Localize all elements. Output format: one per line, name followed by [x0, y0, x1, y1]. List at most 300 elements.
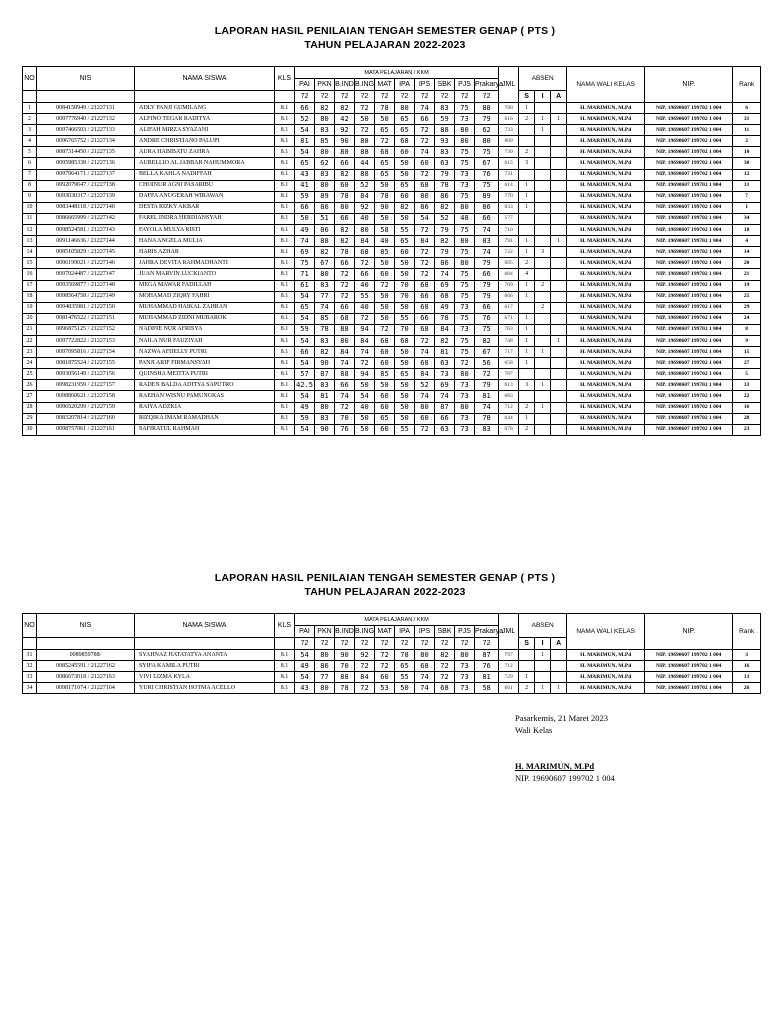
row-score: 72 [355, 258, 375, 269]
row-score: 81 [475, 391, 499, 402]
table-row [23, 225, 761, 236]
row-nama: MOHAMAD ZIQRY FAHRI [135, 291, 275, 302]
row-jml: 615 [499, 158, 519, 169]
row-score: 55 [355, 291, 375, 302]
row-rank: 4 [733, 236, 761, 247]
row-score: 76 [475, 169, 499, 180]
row-absen-i [535, 391, 551, 402]
row-score: 80 [315, 402, 335, 413]
row-nama: ALIFAH MIRZA SYAZANI [135, 125, 275, 136]
row-wali: H. MARIMUN, M.Pd [567, 103, 645, 114]
row-no: 10 [23, 202, 37, 213]
row-absen-s: 1 [519, 180, 535, 191]
row-score: 78 [335, 191, 355, 202]
row-score: 50 [395, 258, 415, 269]
row-score: 89 [315, 191, 335, 202]
row-score: 75 [455, 103, 475, 114]
row-score: 87 [315, 369, 335, 380]
row-score: 84 [355, 672, 375, 683]
absen-subheader: S [519, 638, 535, 650]
col-nama-header: NAMA SISWA [135, 614, 275, 638]
row-absen-s [519, 391, 535, 402]
row-score: 60 [395, 247, 415, 258]
row-score: 80 [335, 147, 355, 158]
table-row [23, 358, 761, 369]
row-nama: HARIS AZHAR [135, 247, 275, 258]
row-absen-a [551, 358, 567, 369]
row-absen-i [535, 213, 551, 224]
row-wali: H. MARIMUN, M.Pd [567, 136, 645, 147]
row-absen-a: 1 [551, 236, 567, 247]
row-score: 74 [415, 672, 435, 683]
row-score: 74 [415, 683, 435, 694]
row-kls: 8.1 [275, 358, 295, 369]
row-jml: 577 [499, 213, 519, 224]
row-score: 48 [455, 213, 475, 224]
kkm-value: 72 [395, 638, 415, 650]
row-jml: 809 [499, 136, 519, 147]
row-absen-s: 1 [519, 413, 535, 424]
signer-name: H. MARIMUN, M.Pd [515, 761, 595, 771]
place-date: Pasarkemis, 21 Maret 2023 [515, 713, 609, 723]
row-kls: 8.1 [275, 202, 295, 213]
row-nama: PANJI ARIF FIRMANSYAH [135, 358, 275, 369]
row-jml: 787 [499, 369, 519, 380]
row-score: 88 [335, 672, 355, 683]
row-score: 60 [375, 269, 395, 280]
row-score: 66 [475, 269, 499, 280]
row-no: 20 [23, 313, 37, 324]
row-score: 72 [415, 424, 435, 435]
blank-header [37, 91, 135, 103]
row-score: 78 [315, 324, 335, 335]
row-nip: NIP. 19690607 199702 1 004 [645, 347, 733, 358]
row-nip: NIP. 19690607 199702 1 004 [645, 158, 733, 169]
row-wali: H. MARIMUN, M.Pd [567, 380, 645, 391]
row-score: 72 [475, 369, 499, 380]
row-absen-a [551, 125, 567, 136]
table-row [23, 213, 761, 224]
table-row [23, 202, 761, 213]
row-absen-a [551, 158, 567, 169]
row-absen-s: 2 [519, 258, 535, 269]
row-nip: NIP. 19690607 199702 1 004 [645, 413, 733, 424]
blank-header [23, 91, 37, 103]
row-kls: 8.1 [275, 125, 295, 136]
row-score: 80 [335, 202, 355, 213]
row-jml: 661 [499, 683, 519, 694]
blank-header [23, 638, 37, 650]
row-absen-i [535, 258, 551, 269]
row-score: 83 [475, 424, 499, 435]
row-kls: 8.1 [275, 672, 295, 683]
row-score: 73 [435, 369, 455, 380]
row-score: 72 [355, 661, 375, 672]
row-wali: H. MARIMUN, M.Pd [567, 661, 645, 672]
row-nis: 0086673018 / 21227163 [37, 672, 135, 683]
row-absen-a [551, 380, 567, 391]
row-score: 68 [375, 147, 395, 158]
row-score: 76 [475, 313, 499, 324]
row-wali: H. MARIMUN, M.Pd [567, 169, 645, 180]
row-rank: 11 [733, 125, 761, 136]
row-nis: 0094835981 / 21227150 [37, 302, 135, 313]
row-score: 79 [475, 280, 499, 291]
row-no: 14 [23, 247, 37, 258]
absen-group-header: ABSEN [519, 614, 567, 638]
row-nama: ALFINO TEGAR RADITYA [135, 114, 275, 125]
kkm-value: 72 [475, 638, 499, 650]
row-score: 72 [435, 672, 455, 683]
row-score: 72 [415, 335, 435, 346]
row-score: 60 [395, 191, 415, 202]
row-score: 74 [335, 358, 355, 369]
row-nip: NIP. 19690607 199702 1 004 [645, 258, 733, 269]
row-absen-i [535, 358, 551, 369]
row-score: 82 [335, 225, 355, 236]
row-score: 60 [375, 402, 395, 413]
row-rank: 18 [733, 225, 761, 236]
row-score: 67 [475, 158, 499, 169]
row-no: 24 [23, 358, 37, 369]
row-wali: H. MARIMUN, M.Pd [567, 213, 645, 224]
row-score: 70 [395, 280, 415, 291]
row-score: 78 [375, 191, 395, 202]
row-score: 84 [335, 347, 355, 358]
row-absen-i [535, 180, 551, 191]
row-jml: 748 [499, 335, 519, 346]
row-jml: 695 [499, 258, 519, 269]
kkm-value: 72 [315, 638, 335, 650]
row-jml: 731 [499, 169, 519, 180]
row-jml: 709 [499, 280, 519, 291]
row-score: 50 [395, 391, 415, 402]
row-score: 50 [395, 158, 415, 169]
row-nip: NIP. 19690607 199702 1 004 [645, 225, 733, 236]
row-score: 73 [455, 661, 475, 672]
row-no: 21 [23, 324, 37, 335]
row-score: 60 [375, 347, 395, 358]
row-absen-s [519, 661, 535, 672]
row-absen-i [535, 413, 551, 424]
row-nip: NIP. 19690607 199702 1 004 [645, 114, 733, 125]
row-nama: RAEHAN WISNU PAMUNGKAS [135, 391, 275, 402]
row-wali: H. MARIMUN, M.Pd [567, 347, 645, 358]
row-score: 73 [455, 324, 475, 335]
row-jml: 710 [499, 225, 519, 236]
row-wali: H. MARIMUN, M.Pd [567, 247, 645, 258]
row-score: 66 [475, 213, 499, 224]
row-score: 75 [455, 335, 475, 346]
row-kls: 8.1 [275, 213, 295, 224]
row-score: 49 [435, 302, 455, 313]
row-no: 11 [23, 213, 37, 224]
row-score: 70 [395, 291, 415, 302]
row-score: 49 [295, 661, 315, 672]
absen-group-header: ABSEN [519, 67, 567, 91]
row-nama: AURA HABIBATU ZAHRA [135, 147, 275, 158]
table-row [23, 280, 761, 291]
row-wali: H. MARIMUN, M.Pd [567, 324, 645, 335]
row-score: 80 [315, 114, 335, 125]
row-score: 88 [435, 125, 455, 136]
row-score: 74 [475, 247, 499, 258]
row-score: 65 [395, 180, 415, 191]
row-absen-i: 3 [535, 247, 551, 258]
row-score: 66 [295, 202, 315, 213]
row-nis: 0093056149 / 21227156 [37, 369, 135, 380]
row-nama: SAFIRATUL RAHMAH [135, 424, 275, 435]
row-score: 50 [355, 413, 375, 424]
row-score: 61 [295, 280, 315, 291]
row-absen-a [551, 369, 567, 380]
row-absen-a [551, 202, 567, 213]
row-score: 81 [295, 136, 315, 147]
row-score: 79 [435, 225, 455, 236]
row-score: 55 [395, 225, 415, 236]
row-score: 86 [475, 202, 499, 213]
row-nis: 0098564758 / 21227149 [37, 291, 135, 302]
row-score: 50 [375, 291, 395, 302]
row-score: 81 [435, 347, 455, 358]
row-score: 73 [455, 169, 475, 180]
kkm-value: 72 [335, 91, 355, 103]
row-nip: NIP. 19690607 199702 1 004 [645, 424, 733, 435]
row-kls: 8.1 [275, 280, 295, 291]
row-absen-a [551, 391, 567, 402]
row-score: 50 [375, 302, 395, 313]
row-kls: 8.1 [275, 191, 295, 202]
row-rank: 20 [733, 258, 761, 269]
row-score: 90 [335, 136, 355, 147]
row-no: 6 [23, 158, 37, 169]
row-score: 80 [455, 236, 475, 247]
row-score: 72 [415, 258, 435, 269]
col-nis-header: NIS [37, 67, 135, 91]
row-absen-i [535, 202, 551, 213]
row-score: 83 [475, 236, 499, 247]
row-nis: 0087314450 / 21227135 [37, 147, 135, 158]
row-score: 53 [375, 683, 395, 694]
row-absen-a [551, 225, 567, 236]
row-wali: H. MARIMUN, M.Pd [567, 413, 645, 424]
signature-block [515, 712, 615, 784]
row-wali: H. MARIMUN, M.Pd [567, 424, 645, 435]
row-score: 72 [375, 661, 395, 672]
header-row [23, 614, 761, 626]
row-score: 84 [355, 191, 375, 202]
row-score: 80 [415, 402, 435, 413]
table-row [23, 324, 761, 335]
report-title: LAPORAN HASIL PENILAIAN TENGAH SEMESTER GENAP ( PTS ) [214, 572, 556, 584]
row-score: 65 [295, 158, 315, 169]
row-score: 40 [355, 402, 375, 413]
row-score: 49 [295, 402, 315, 413]
row-kls: 8.1 [275, 650, 295, 661]
row-absen-i [535, 324, 551, 335]
row-absen-s: 1 [519, 291, 535, 302]
kkm-value: 72 [355, 91, 375, 103]
row-score: 88 [475, 103, 499, 114]
row-nama: SYIFA KAMILA PUTRI [135, 661, 275, 672]
row-absen-a [551, 213, 567, 224]
row-score: 83 [435, 147, 455, 158]
row-score: 59 [295, 324, 315, 335]
row-absen-s [519, 125, 535, 136]
row-kls: 8.1 [275, 225, 295, 236]
row-nip: NIP. 19690607 199702 1 004 [645, 169, 733, 180]
row-absen-a [551, 402, 567, 413]
row-score: 75 [455, 269, 475, 280]
row-nis: 0097466503 / 21227133 [37, 125, 135, 136]
row-score: 80 [455, 402, 475, 413]
row-nip: NIP. 19690607 199702 1 004 [645, 213, 733, 224]
table-row [23, 291, 761, 302]
row-absen-i [535, 147, 551, 158]
row-score: 50 [395, 269, 415, 280]
row-kls: 8.1 [275, 169, 295, 180]
row-score: 82 [315, 247, 335, 258]
row-absen-i [535, 291, 551, 302]
col-rank-header: Rank [733, 67, 761, 103]
table-header [23, 67, 761, 103]
row-score: 66 [295, 347, 315, 358]
row-score: 70 [335, 413, 355, 424]
row-wali: H. MARIMUN, M.Pd [567, 402, 645, 413]
row-nis: 0097024487 / 21227147 [37, 269, 135, 280]
row-rank: 26 [733, 683, 761, 694]
table-row [23, 335, 761, 346]
row-score: 83 [315, 280, 335, 291]
row-score: 68 [435, 683, 455, 694]
row-nis: 0085245591 / 21227162 [37, 661, 135, 672]
row-absen-i [535, 103, 551, 114]
row-jml: 616 [499, 114, 519, 125]
col-nis-header: NIS [37, 614, 135, 638]
row-score: 50 [375, 213, 395, 224]
row-score: 75 [455, 347, 475, 358]
row-absen-a [551, 413, 567, 424]
row-absen-i: 1 [535, 650, 551, 661]
row-rank: 12 [733, 169, 761, 180]
row-score: 80 [315, 683, 335, 694]
row-score: 83 [315, 413, 335, 424]
row-score: 50 [395, 358, 415, 369]
row-nis: 0096765752 / 21227134 [37, 136, 135, 147]
row-jml: 613 [499, 380, 519, 391]
row-wali: H. MARIMUN, M.Pd [567, 191, 645, 202]
row-score: 86 [415, 202, 435, 213]
table-row [23, 103, 761, 114]
col-nip-header: NIP. [645, 67, 733, 103]
row-kls: 8.1 [275, 369, 295, 380]
kkm-value: 72 [355, 638, 375, 650]
row-rank: 16 [733, 402, 761, 413]
row-score: 68 [415, 302, 435, 313]
table-row [23, 147, 761, 158]
row-rank: 15 [733, 347, 761, 358]
table-row [23, 258, 761, 269]
row-kls: 8.1 [275, 158, 295, 169]
row-absen-i [535, 661, 551, 672]
row-rank: 30 [733, 158, 761, 169]
table-row [23, 302, 761, 313]
row-score: 93 [435, 136, 455, 147]
row-score: 52 [435, 213, 455, 224]
row-score: 54 [355, 391, 375, 402]
report-title: LAPORAN HASIL PENILAIAN TENGAH SEMESTER GENAP ( PTS ) [214, 25, 556, 37]
row-score: 51 [315, 213, 335, 224]
row-no: 27 [23, 391, 37, 402]
row-score: 74 [335, 391, 355, 402]
row-wali: H. MARIMUN, M.Pd [567, 313, 645, 324]
row-rank: 22 [733, 391, 761, 402]
row-absen-s: 2 [519, 683, 535, 694]
kkm-value: 72 [335, 638, 355, 650]
row-wali: H. MARIMUN, M.Pd [567, 302, 645, 313]
row-score: 74 [435, 269, 455, 280]
row-score: 50 [395, 213, 415, 224]
subject-header: MAT [375, 626, 395, 638]
row-absen-i [535, 335, 551, 346]
row-score: 84 [415, 236, 435, 247]
row-absen-s: 1 [519, 347, 535, 358]
row-score: 50 [375, 313, 395, 324]
table-row [23, 136, 761, 147]
row-absen-i [535, 313, 551, 324]
row-nip: NIP. 19690607 199702 1 004 [645, 683, 733, 694]
row-absen-a [551, 247, 567, 258]
row-score: 66 [415, 313, 435, 324]
row-nama: ANDRE CHRISTIANO PALUPI [135, 136, 275, 147]
row-score: 50 [395, 380, 415, 391]
row-score: 78 [435, 313, 455, 324]
blank-header [275, 638, 295, 650]
row-score: 75 [455, 291, 475, 302]
row-score: 63 [435, 424, 455, 435]
table-body [23, 650, 761, 694]
row-score: 82 [315, 347, 335, 358]
row-score: 80 [455, 258, 475, 269]
row-kls: 8.1 [275, 269, 295, 280]
row-absen-s: 1 [519, 335, 535, 346]
row-score: 65 [395, 114, 415, 125]
row-score: 59 [295, 413, 315, 424]
row-absen-a [551, 269, 567, 280]
row-absen-a [551, 291, 567, 302]
row-no: 30 [23, 424, 37, 435]
row-score: 72 [415, 247, 435, 258]
row-jml: 614 [499, 180, 519, 191]
row-nama: SYAHNAZ HATATATYA ANANTA [135, 650, 275, 661]
col-kls-header: KLS [275, 67, 295, 91]
kkm-value: 72 [295, 91, 315, 103]
row-rank: 14 [733, 247, 761, 258]
row-rank: 31 [733, 114, 761, 125]
row-absen-i: 1 [535, 125, 551, 136]
row-nis: 0097776940 / 21227132 [37, 114, 135, 125]
row-absen-s [519, 369, 535, 380]
row-absen-i [535, 369, 551, 380]
row-nip: NIP. 19690607 199702 1 004 [645, 324, 733, 335]
row-absen-i: 1 [535, 683, 551, 694]
row-score: 84 [355, 335, 375, 346]
row-score: 79 [475, 380, 499, 391]
row-score: 72 [415, 269, 435, 280]
row-nis: 0085105829 / 21227145 [37, 247, 135, 258]
row-score: 78 [395, 650, 415, 661]
row-absen-i [535, 158, 551, 169]
